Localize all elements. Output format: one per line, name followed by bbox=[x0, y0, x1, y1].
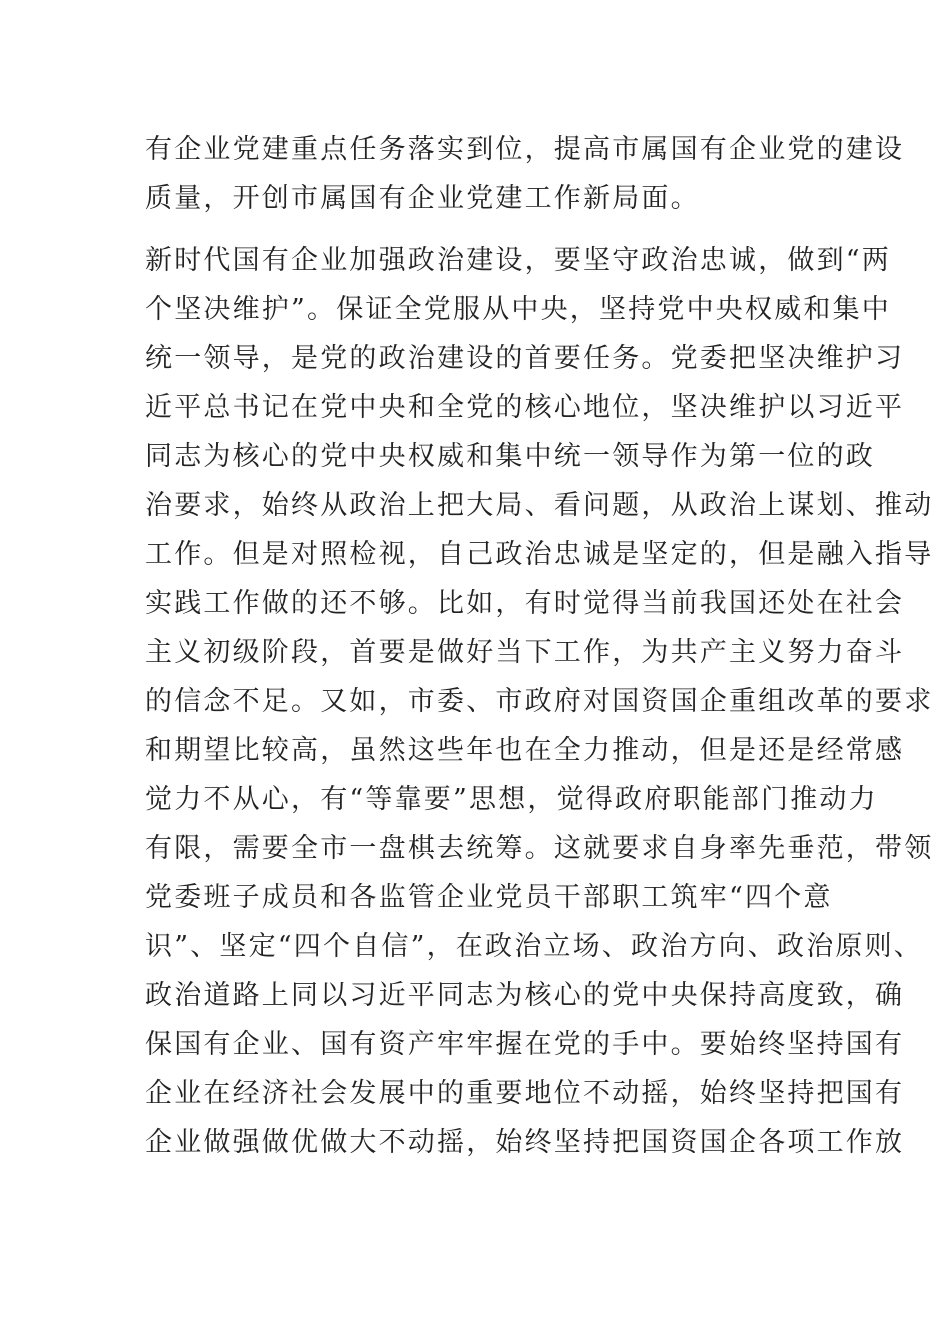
text-line: 个坚决维护”。保证全党服从中央，坚持党中央权威和集中 bbox=[145, 294, 892, 325]
text-line: 实践工作做的还不够。比如，有时觉得当前我国还处在社会 bbox=[145, 588, 905, 619]
text-line: 新时代国有企业加强政治建设，要坚守政治忠诚，做到“两 bbox=[145, 245, 892, 276]
text-line: 的信念不足。又如，市委、市政府对国资国企重组改革的要求 bbox=[145, 686, 934, 717]
text-line: 主义初级阶段，首要是做好当下工作，为共产主义努力奋斗 bbox=[145, 637, 905, 668]
text-line: 识”、坚定“四个自信”，在政治立场、政治方向、政治原则、 bbox=[145, 931, 924, 962]
text-line: 有企业党建重点任务落实到位，提高市属国有企业党的建设 bbox=[145, 134, 905, 165]
text-line: 政治道路上同以习近平同志为核心的党中央保持高度致，确 bbox=[145, 980, 905, 1011]
text-line: 企业做强做优做大不动摇，始终坚持把国资国企各项工作放 bbox=[145, 1127, 905, 1158]
text-line: 觉力不从心，有“等靠要”思想，觉得政府职能部门推动力 bbox=[145, 784, 878, 815]
text-line: 工作。但是对照检视，自己政治忠诚是坚定的，但是融入指导 bbox=[145, 539, 934, 570]
text-line: 质量，开创市属国有企业党建工作新局面。 bbox=[145, 183, 700, 214]
text-line: 治要求，始终从政治上把大局、看问题，从政治上谋划、推动 bbox=[145, 490, 934, 521]
text-line: 党委班子成员和各监管企业党员干部职工筑牢“四个意 bbox=[145, 882, 833, 913]
text-line: 同志为核心的党中央权威和集中统一领导作为第一位的政 bbox=[145, 441, 875, 472]
text-line: 统一领导，是党的政治建设的首要任务。党委把坚决维护习 bbox=[145, 343, 905, 374]
text-line: 保国有企业、国有资产牢牢握在党的手中。要始终坚持国有 bbox=[145, 1029, 905, 1060]
text-line: 有限，需要全市一盘棋去统筹。这就要求自身率先垂范，带领 bbox=[145, 833, 934, 864]
text-line: 企业在经济社会发展中的重要地位不动摇，始终坚持把国有 bbox=[145, 1078, 905, 1109]
text-line: 近平总书记在党中央和全党的核心地位，坚决维护以习近平 bbox=[145, 392, 905, 423]
text-line: 和期望比较高，虽然这些年也在全力推动，但是还是经常感 bbox=[145, 735, 905, 766]
